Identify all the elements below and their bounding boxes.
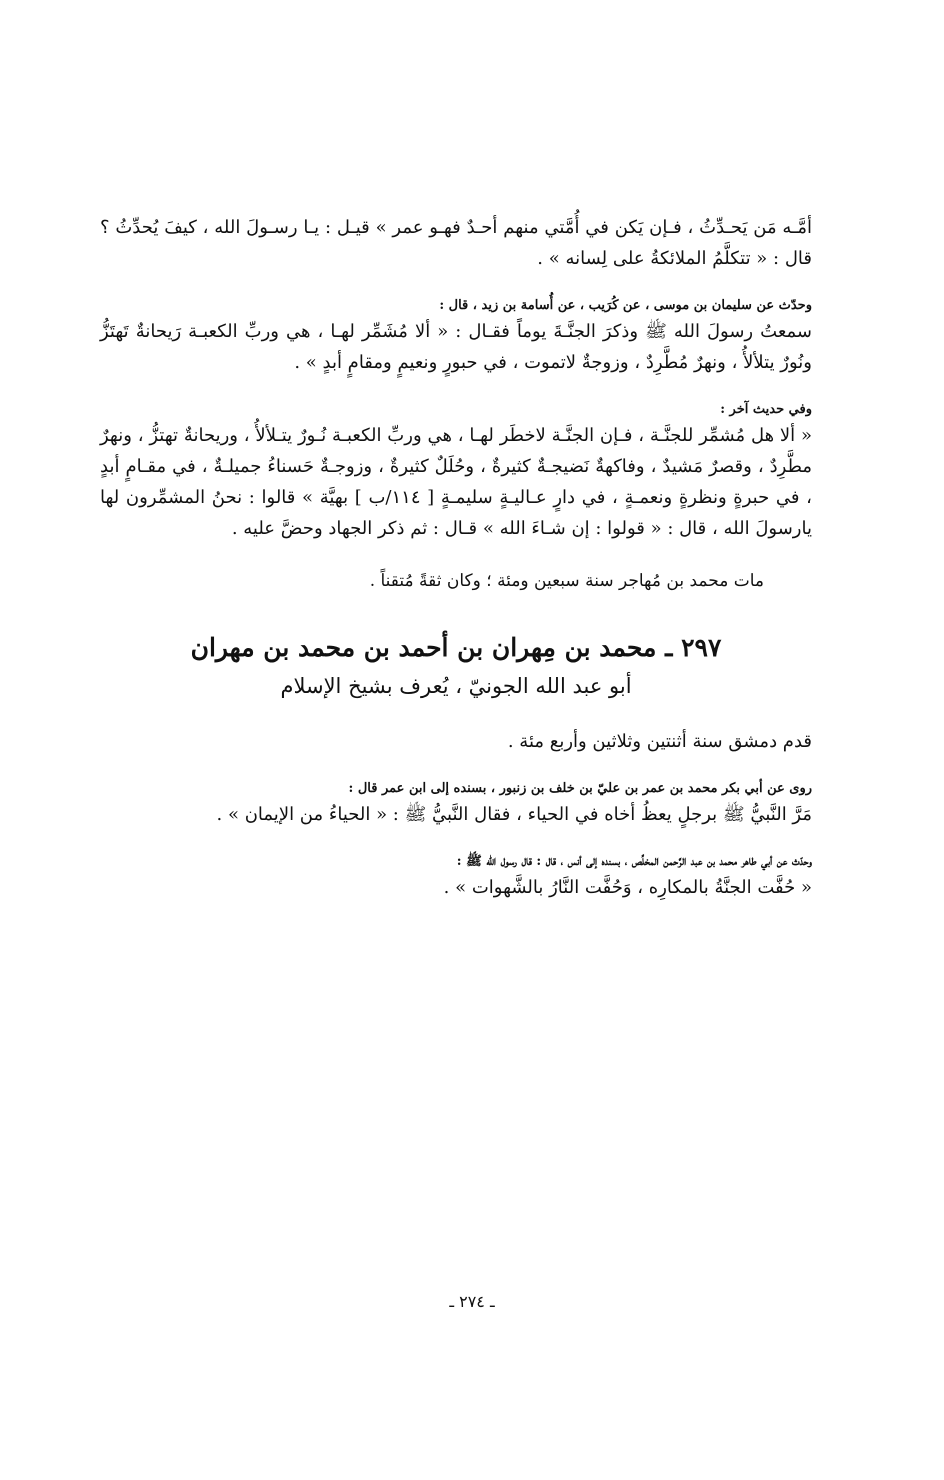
death-note: مات محمد بن مُهاجر سنة سبعين ومئة ؛ وكان ثقةً مُتقناً .	[369, 571, 764, 591]
spacer	[100, 274, 812, 296]
hadith-text: سمعتُ رسولَ الله ﷺ وذكرَ الجنَّـةَ يوماً فقـال : « ألا مُشَمِّر لهـا ، هي وربِّ الكعبـة رَيحانةٌ تَهتَزُّ ونُورٌ يتلألأُ ، ونهرٌ مُطَّرِدٌ ، وزوجةٌ لاتموت ، في حبورٍ ونعيمٍ ومقامٍ أبدٍ » .	[100, 321, 812, 373]
spacer	[100, 378, 812, 400]
spacer	[100, 757, 812, 779]
entry-subtitle: أبو عبد الله الجونيّ ، يُعرف بشيخ الإسلام	[280, 674, 632, 698]
isnad-line: روى عن أبي بكر محمد بن عمر بن عليّ بن خلف بن زنبور ، بسنده إلى ابن عمر قال :	[348, 781, 812, 796]
isnad-line: وحدّث عن سليمان بن موسى ، عن كُرَيب ، عن أُسامة بن زيد ، قال :	[439, 298, 812, 313]
paragraph-continuation: أمَّـه مَن يَحـدِّثُ ، فـإن يَكن في أُمَّتي منهم أحـدٌ فهـو عمر » قيـل : يـا رسـولَ الله ، كيفَ يُحدِّثُ ؟ قال : « تتكلَّمُ الملائكةُ على لِسانه » .	[100, 217, 812, 269]
page-body	[100, 212, 812, 903]
hadith-text: « حُفَّت الجنَّةُ بالمكارِه ، وَحُفَّت النَّارُ بالشَّهوات » .	[443, 877, 812, 898]
isnad-line: وحدّث عن أبي طاهر محمد بن عبد الرَّحمن المخلِّص ، بسنده إلى أنس ، قال : قال رسول الله ﷺ :	[456, 854, 812, 869]
spacer	[100, 596, 812, 628]
hadith-text: « ألا هل مُشمِّر للجنَّـة ، فـإن الجنَّـة لاخطَر لهـا ، هي وربِّ الكعبـة نُـورٌ يتـلألأُ ، وريحانةٌ تهتزُّ ، ونهرٌ مطَّرِدٌ ، وقصرٌ مَشيدٌ ، وفاكهةٌ نَضيجـةٌ كثيرةٌ ، وحُلَلٌ كثيرةٌ ، وزوجـةٌ حَسناءُ جميلـةٌ ، في مقـامٍ أبدٍ ، في حبرةٍ ونظرةٍ ونعمـةٍ ، في دارٍ عـاليـةٍ سليمـةٍ [ ١١٤/ب ] بهيَّة » قالوا : نحنُ المشمِّرون لها يارسولَ الله ، قال : « قولوا : إن شـاءَ الله » قـال : ثم ذكر الجهاد وحضَّ عليه .	[100, 425, 812, 539]
spacer	[100, 544, 812, 566]
entry-title: ٢٩٧ ـ محمد بن مِهران بن أحمد بن محمد بن مهران	[190, 633, 722, 662]
spacer	[100, 704, 812, 726]
spacer	[100, 830, 812, 852]
arrival-note: قدم دمشق سنة أثنتين وثلاثين وأربع مئة .	[507, 731, 812, 752]
hadith-text: مَرَّ النَّبيُّ ﷺ برجلٍ يعظُ أخاه في الحياء ، فقال النَّبيُّ ﷺ : « الحياءُ من الإيمان » .	[216, 804, 812, 825]
isnad-line: وفي حديث آخر :	[720, 402, 812, 417]
page-number: ـ ٢٧٤ ـ	[449, 1292, 495, 1311]
